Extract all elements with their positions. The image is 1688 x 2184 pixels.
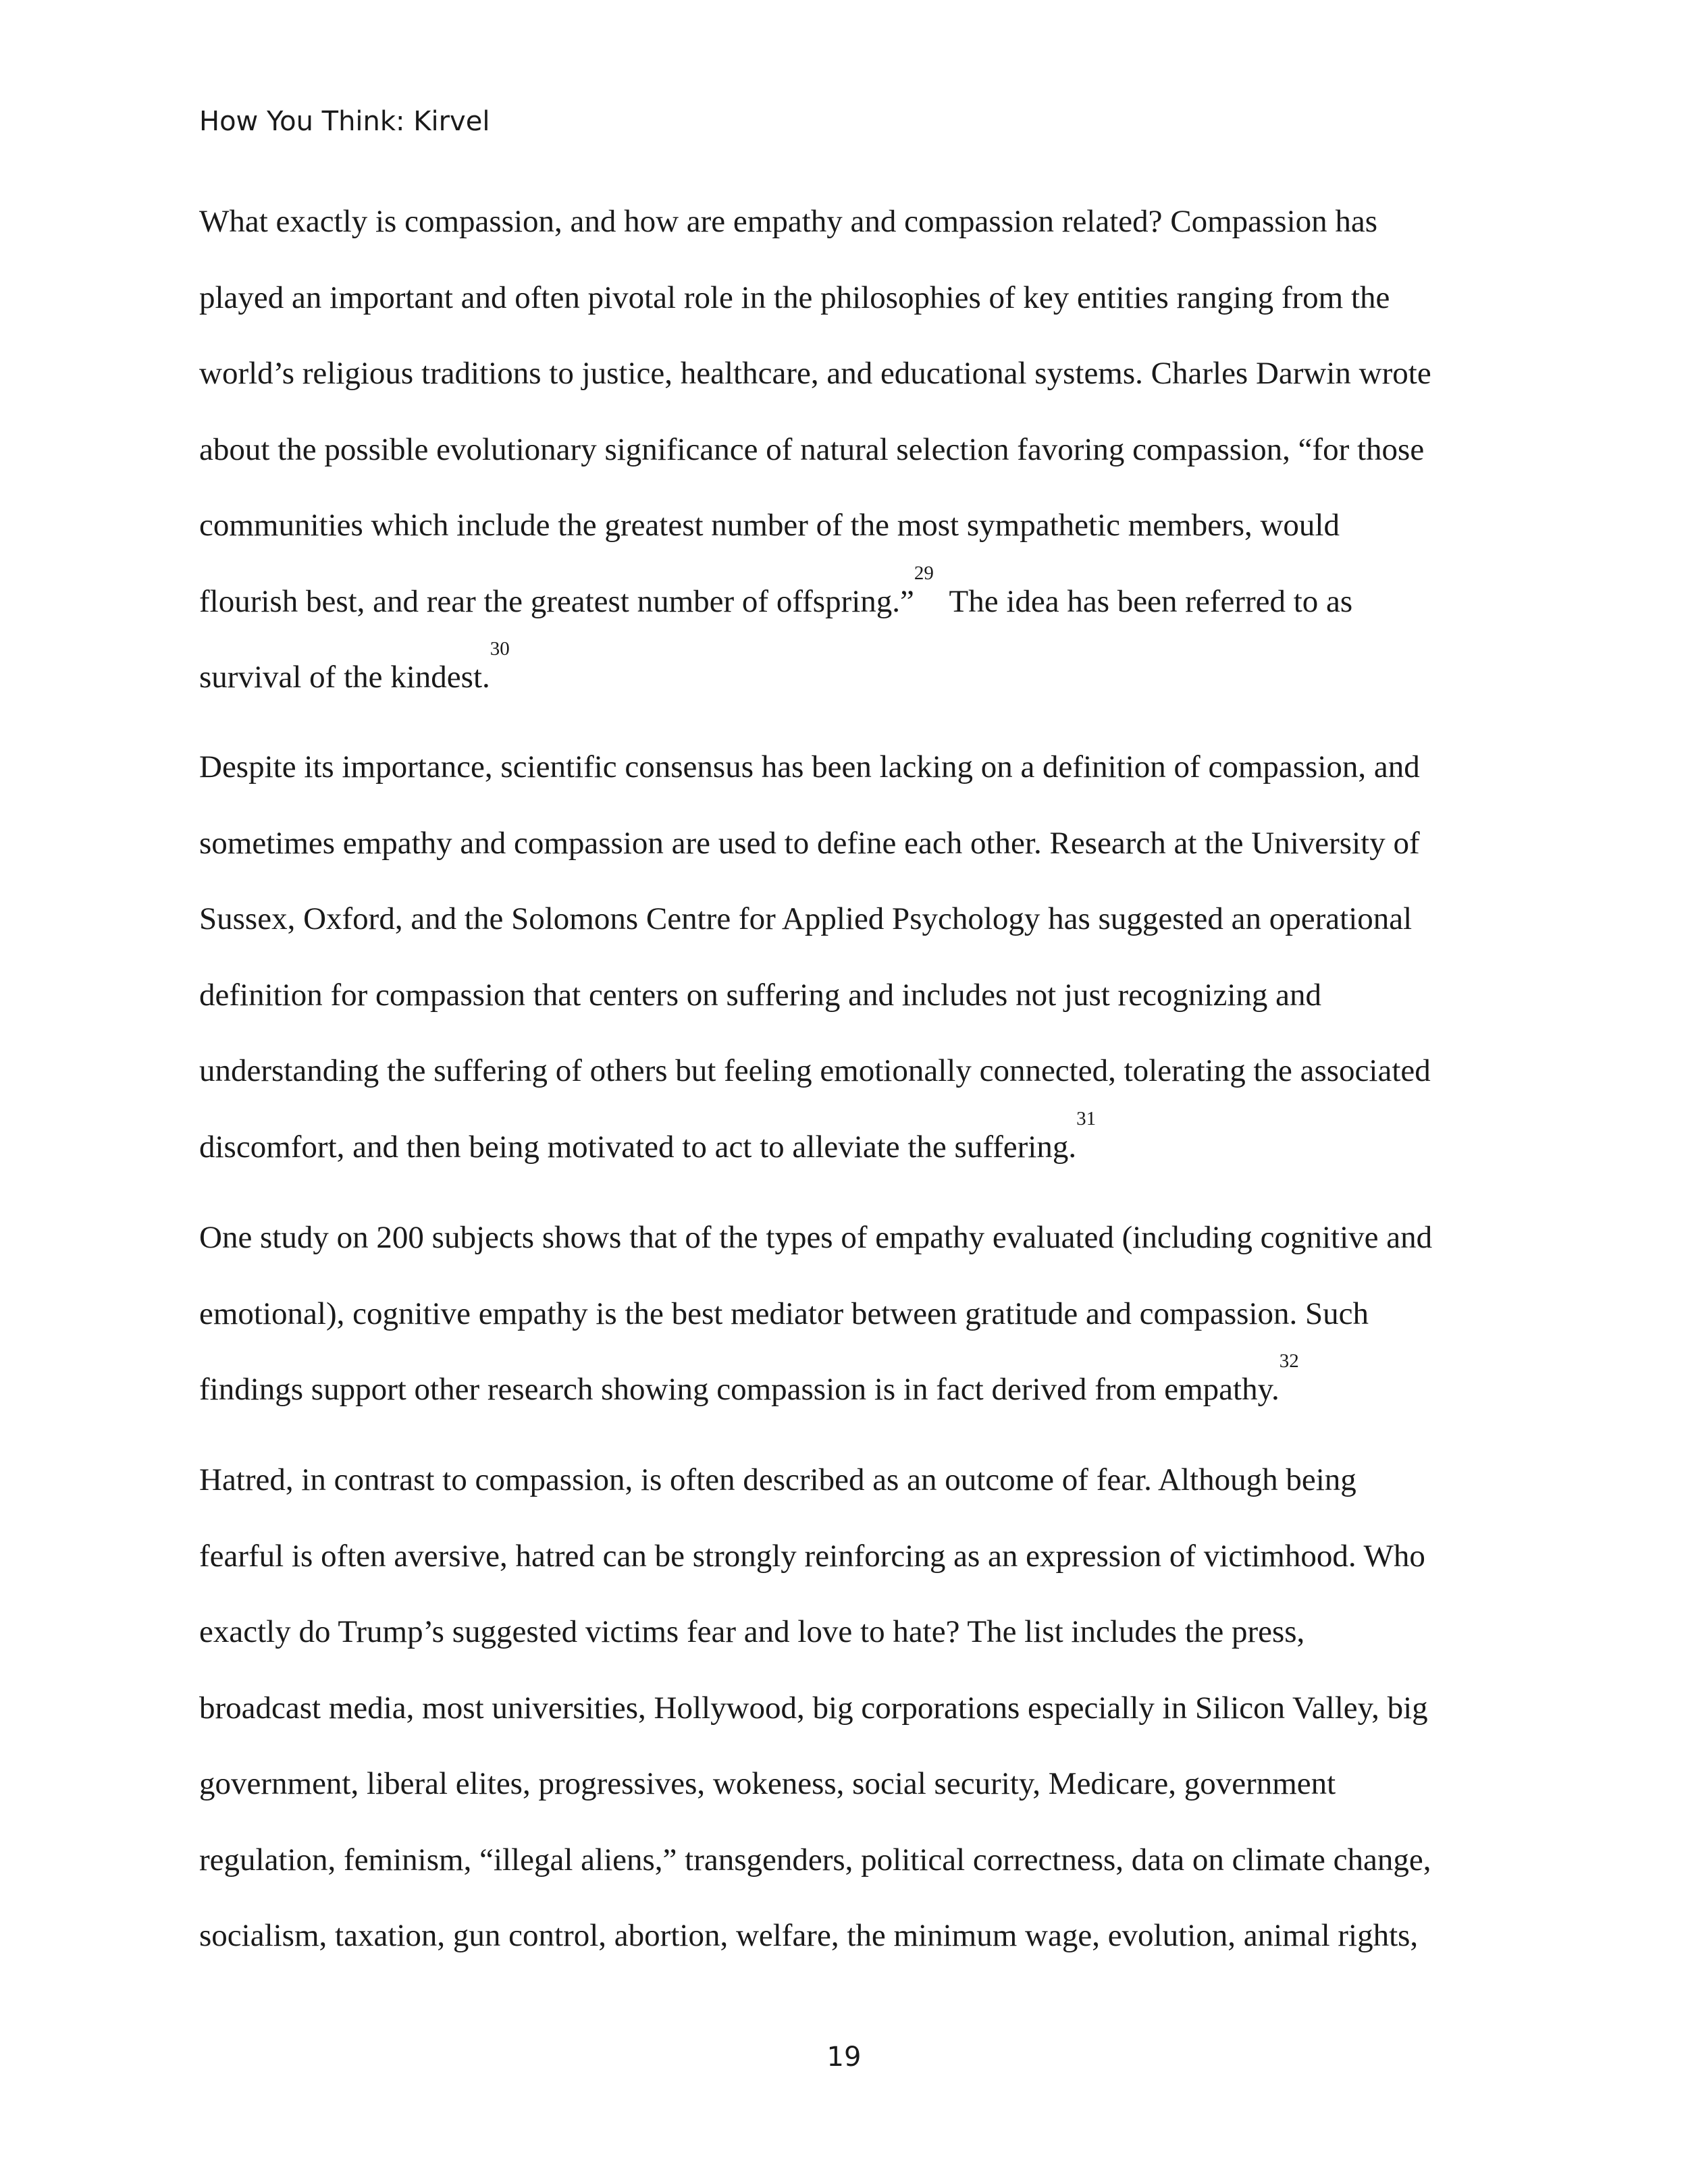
text-line: What exactly is compassion, and how are empathy and compassion related? Compassion has (199, 204, 1378, 239)
text-segment: findings support other research showing compassion is in fact derived from empathy. (199, 1372, 1280, 1407)
text-line: Despite its importance, scientific consensus has been lacking on a definition of compassion, and (199, 749, 1420, 784)
footnote-reference[interactable]: 30 (490, 638, 510, 660)
footnote-reference[interactable]: 32 (1279, 1350, 1299, 1372)
paragraph-scientific-consensus (199, 729, 1523, 1185)
text-line: exactly do Trump’s suggested victims fear and love to hate? The list includes the press, (199, 1614, 1305, 1649)
text-line: Sussex, Oxford, and the Solomons Centre for Applied Psychology has suggested an operational (199, 901, 1413, 936)
footnote-reference[interactable]: 31 (1076, 1107, 1097, 1129)
text-line: broadcast media, most universities, Hollywood, big corporations especially in Silicon Valley, big (199, 1690, 1428, 1726)
text-line: government, liberal elites, progressives, wokeness, social security, Medicare, government (199, 1766, 1336, 1801)
text-line: played an important and often pivotal role in the philosophies of key entities ranging from the (199, 279, 1390, 315)
text-segment: The idea has been referred to as (933, 583, 1353, 619)
paragraph-empathy-study (199, 1200, 1523, 1428)
footnote-reference[interactable]: 29 (914, 562, 934, 584)
text-line (199, 564, 1523, 640)
running-header: How You Think: Kirvel (199, 106, 490, 137)
text-line: One study on 200 subjects shows that of the types of empathy evaluated (including cognitive and (199, 1220, 1433, 1255)
text-line: world’s religious traditions to justice, healthcare, and educational systems. Charles Darwin wrote (199, 356, 1431, 391)
text-line: regulation, feminism, “illegal aliens,” transgenders, political correctness, data on climate change, (199, 1842, 1431, 1877)
text-line: communities which include the greatest number of the most sympathetic members, would (199, 508, 1340, 543)
text-line: socialism, taxation, gun control, abortion, welfare, the minimum wage, evolution, animal rights, (199, 1918, 1419, 1953)
text-line (199, 639, 1523, 716)
text-line: emotional), cognitive empathy is the best mediator between gratitude and compassion. Such (199, 1296, 1369, 1331)
text-line: definition for compassion that centers on suffering and includes not just recognizing and (199, 977, 1322, 1013)
text-line: understanding the suffering of others but feeling emotionally connected, tolerating the associated (199, 1053, 1431, 1088)
text-segment: survival of the kindest. (199, 660, 490, 695)
page-number: 19 (826, 2042, 862, 2073)
text-line: Hatred, in contrast to compassion, is often described as an outcome of fear. Although being (199, 1462, 1356, 1497)
text-line: sometimes empathy and compassion are used to define each other. Research at the University of (199, 825, 1420, 861)
text-segment: discomfort, and then being motivated to act to alleviate the suffering. (199, 1129, 1077, 1165)
text-line (199, 1352, 1523, 1428)
text-line (199, 1109, 1523, 1186)
paragraph-compassion-definition (199, 184, 1523, 716)
text-line: about the possible evolutionary significance of natural selection favoring compassion, “for those (199, 431, 1425, 467)
text-line: fearful is often aversive, hatred can be strongly reinforcing as an expression of victimhood. Who (199, 1538, 1425, 1574)
paragraph-hatred (199, 1442, 1523, 1974)
text-segment: flourish best, and rear the greatest number of offspring.” (199, 583, 914, 619)
